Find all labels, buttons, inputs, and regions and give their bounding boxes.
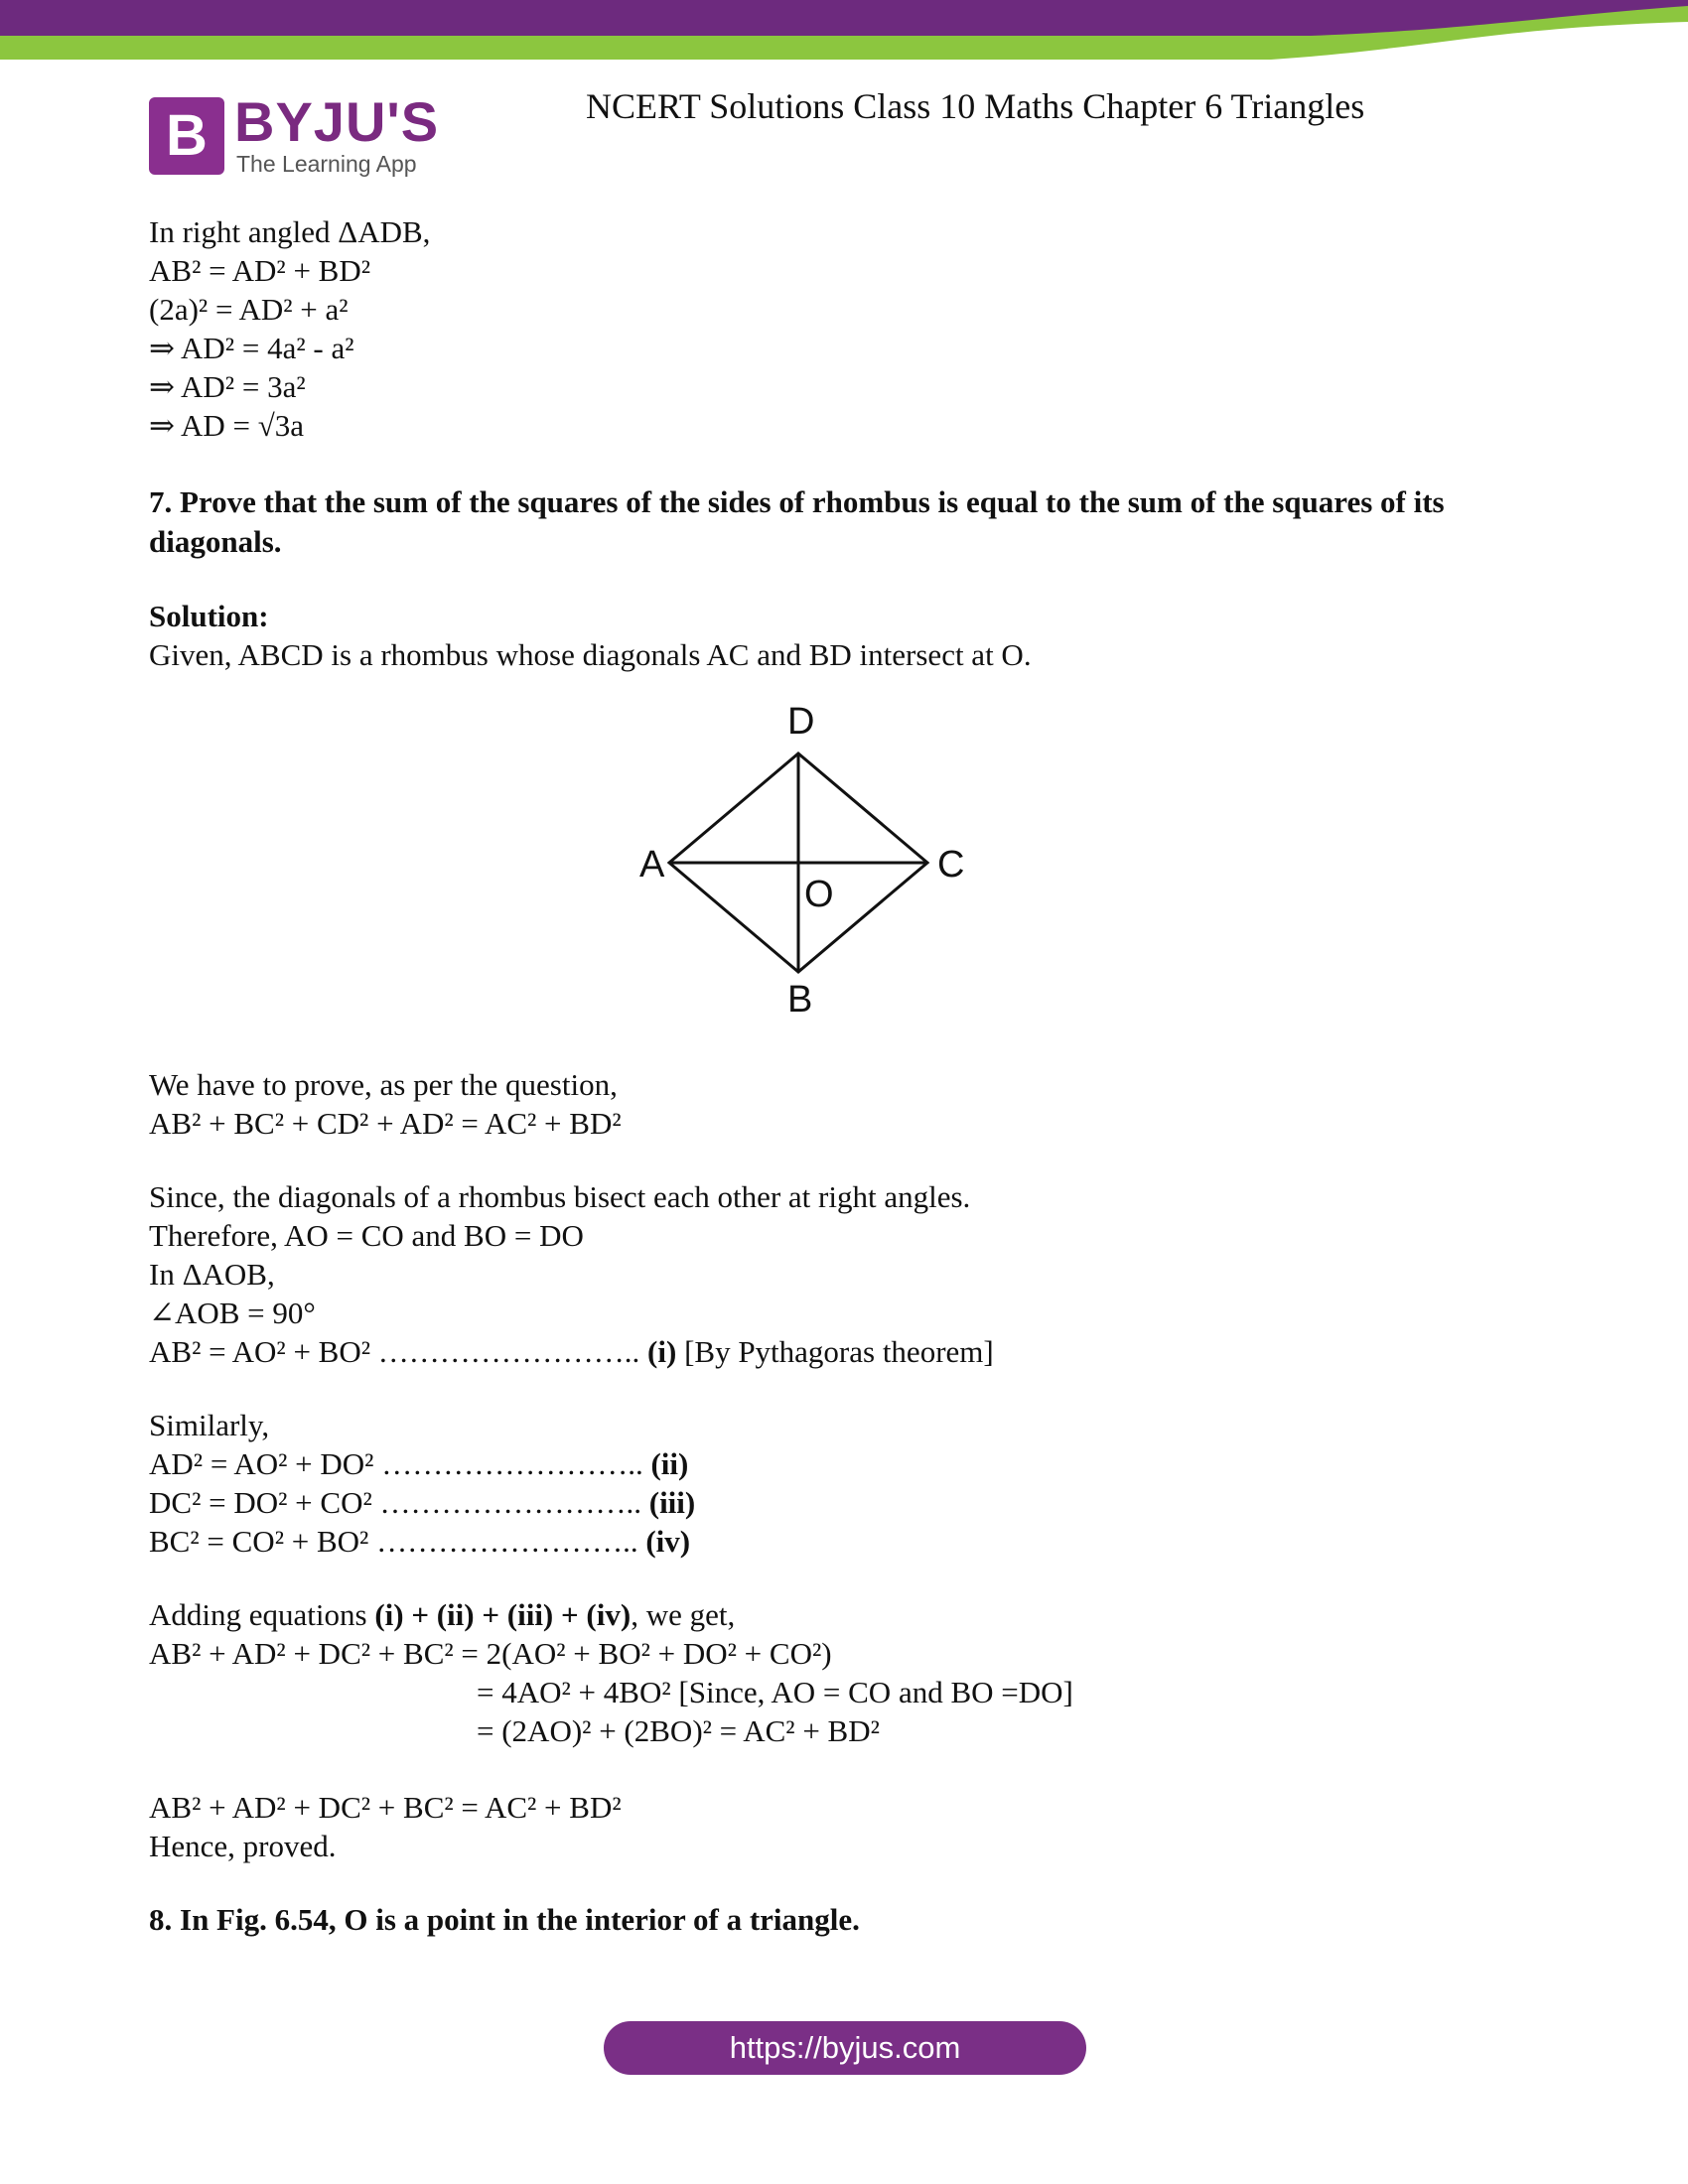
- equation-text: DC² = DO² + CO² ……………………..: [149, 1485, 641, 1520]
- text-line: In ΔAOB,: [149, 1257, 275, 1292]
- label-b: B: [787, 979, 813, 1021]
- footer-url-link[interactable]: https://byjus.com: [604, 2021, 1086, 2075]
- equation-label: (i): [639, 1334, 677, 1369]
- question-7: 7. Prove that the sum of the squares of the sides of rhombus is equal to the sum of the squares of its diagonals.: [149, 484, 1445, 559]
- equation-text: AB² = AO² + BO² ……………………..: [149, 1334, 640, 1369]
- equation-line: = (2AO)² + (2BO)² = AC² + BD²: [477, 1713, 880, 1748]
- equation-line: ⇒ AD² = 4a² - a²: [149, 331, 354, 365]
- equation-line: AB² + BC² + CD² + AD² = AC² + BD²: [149, 1106, 622, 1141]
- equation-i: [149, 1332, 1559, 1371]
- text-line: Similarly,: [149, 1408, 270, 1442]
- equation-line: = 4AO² + 4BO² [Since, AO = CO and BO =DO]: [477, 1675, 1073, 1709]
- adding-pre: Adding equations: [149, 1597, 375, 1632]
- equation-ii: [149, 1444, 1559, 1483]
- text-line: Hence, proved.: [149, 1829, 337, 1863]
- byjus-b-icon: B: [149, 97, 224, 175]
- rhombus-diagram: [639, 696, 1053, 1053]
- text-line: Since, the diagonals of a rhombus bisect each other at right angles.: [149, 1179, 971, 1214]
- text-line: In right angled ΔADB,: [149, 214, 431, 249]
- document-body: [149, 212, 1559, 1940]
- label-a: A: [639, 844, 665, 886]
- brand-tagline: The Learning App: [236, 151, 417, 177]
- header-band: [0, 0, 1688, 60]
- adding-post: , we get,: [631, 1597, 736, 1632]
- given-text: Given, ABCD is a rhombus whose diagonals AC and BD intersect at O.: [149, 637, 1032, 672]
- label-o: O: [804, 874, 834, 915]
- rhombus-figure: [149, 696, 1559, 1053]
- equation-line: AB² + AD² + DC² + BC² = AC² + BD²: [149, 1790, 622, 1825]
- equation-line: ⇒ AD = √3a: [149, 408, 305, 443]
- page-title: NCERT Solutions Class 10 Maths Chapter 6 Triangles: [586, 86, 1365, 126]
- equation-line: AB² + AD² + DC² + BC² = 2(AO² + BO² + DO² + CO²): [149, 1636, 832, 1671]
- equation-line: (2a)² = AD² + a²: [149, 292, 349, 327]
- equation-line: AB² = AD² + BD²: [149, 253, 371, 288]
- brand-name: BYJU'S: [234, 90, 440, 153]
- equation-line: ⇒ AD² = 3a²: [149, 369, 306, 404]
- equation-label: (iii): [641, 1485, 696, 1520]
- adding-text: [149, 1595, 1559, 1634]
- equation-iii: [149, 1483, 1559, 1522]
- equation-text: BC² = CO² + BO² ……………………..: [149, 1524, 638, 1559]
- solution-heading: Solution:: [149, 599, 269, 633]
- text-line: ∠AOB = 90°: [149, 1296, 316, 1330]
- question-8: 8. In Fig. 6.54, O is a point in the interior of a triangle.: [149, 1902, 860, 1937]
- label-c: C: [937, 844, 965, 886]
- equation-text: AD² = AO² + DO² ……………………..: [149, 1446, 643, 1481]
- equation-iv: [149, 1522, 1559, 1561]
- equation-note: [By Pythagoras theorem]: [676, 1334, 994, 1369]
- equation-label: (ii): [642, 1446, 689, 1481]
- equation-label: (iv): [637, 1524, 691, 1559]
- adding-equations: (i) + (ii) + (iii) + (iv): [374, 1597, 632, 1632]
- label-d: D: [787, 701, 815, 743]
- text-line: We have to prove, as per the question,: [149, 1067, 618, 1102]
- text-line: Therefore, AO = CO and BO = DO: [149, 1218, 584, 1253]
